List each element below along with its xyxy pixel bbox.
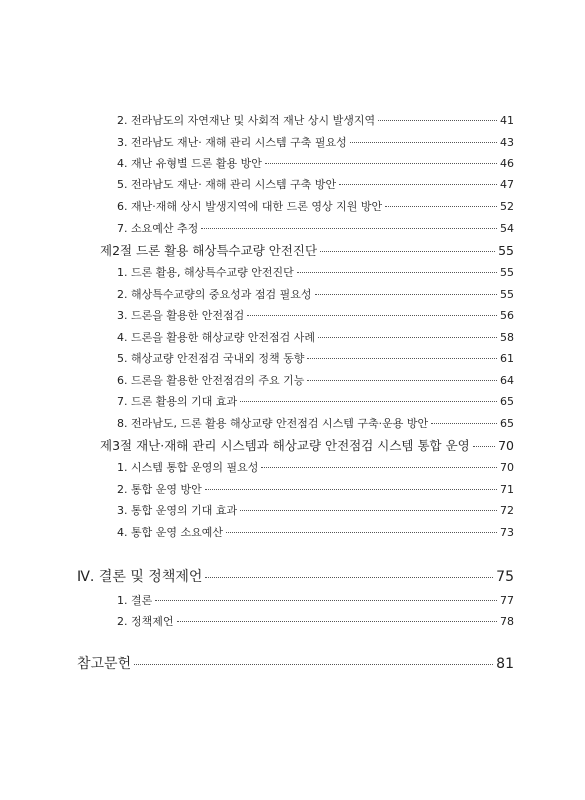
toc-section-entry[interactable] [100, 436, 514, 454]
dot-leader [339, 183, 497, 185]
dot-leader [265, 162, 497, 164]
toc-entry-page: 65 [500, 395, 514, 408]
toc-entry[interactable] [117, 112, 514, 128]
toc-entry-title: 1. 시스템 통합 운영의 필요성 [117, 461, 259, 474]
toc-entry[interactable] [117, 350, 514, 366]
toc-entry-title: 5. 전라남도 재난· 재해 관리 시스템 구축 방안 [117, 178, 337, 191]
toc-entry[interactable] [117, 372, 514, 388]
toc-chapter-entry[interactable] [77, 653, 514, 673]
toc-entry-title: 참고문헌 [77, 656, 132, 672]
toc-entry-page: 78 [500, 615, 514, 628]
toc-entry-title: 1. 드론 활용, 해상특수교량 안전진단 [117, 266, 294, 279]
toc-entry-title: 2. 해상특수교량의 중요성과 점검 필요성 [117, 288, 312, 301]
toc-entry-page: 47 [500, 178, 514, 191]
toc-entry[interactable] [117, 415, 514, 431]
toc-entry-title: 2. 전라남도의 자연재난 및 사회적 재난 상시 발생지역 [117, 114, 376, 127]
toc-entry-title: 6. 재난·재해 상시 발생지역에 대한 드론 영상 지원 방안 [117, 200, 383, 213]
dot-leader [205, 576, 493, 578]
dot-leader [350, 141, 497, 143]
dot-leader [297, 271, 497, 273]
dot-leader [378, 119, 497, 121]
toc-entry-page: 71 [500, 483, 514, 496]
dot-leader [307, 357, 497, 359]
toc-entry[interactable] [117, 198, 514, 214]
toc-entry-title: 7. 소요예산 추정 [117, 222, 199, 235]
toc-entry-page: 54 [500, 222, 514, 235]
toc-entry-page: 46 [500, 157, 514, 170]
toc-entry[interactable] [117, 459, 514, 475]
toc-entry-page: 56 [500, 309, 514, 322]
toc-entry[interactable] [117, 592, 514, 608]
toc-entry-page: 65 [500, 417, 514, 430]
toc-entry-page: 55 [500, 288, 514, 301]
toc-entry[interactable] [117, 134, 514, 150]
toc-entry-page: 70 [498, 438, 514, 453]
toc-entry[interactable] [117, 481, 514, 497]
dot-leader [240, 509, 497, 511]
toc-entry-page: 73 [500, 526, 514, 539]
dot-leader [201, 227, 497, 229]
toc-entry[interactable] [117, 502, 514, 518]
toc-entry[interactable] [117, 329, 514, 345]
dot-leader [205, 488, 497, 490]
toc-entry[interactable] [117, 176, 514, 192]
toc-entry-title: 4. 재난 유형별 드론 활용 방안 [117, 157, 262, 170]
toc-entry[interactable] [117, 155, 514, 171]
toc-entry-page: 70 [500, 461, 514, 474]
dot-leader [177, 620, 498, 622]
toc-entry-page: 75 [496, 569, 514, 585]
toc-entry-title: Ⅳ. 결론 및 정책제언 [77, 569, 203, 585]
dot-leader [247, 314, 497, 316]
dot-leader [320, 250, 495, 252]
dot-leader [240, 400, 497, 402]
toc-entry-title: 2. 통합 운영 방안 [117, 483, 202, 496]
dot-leader [134, 663, 493, 665]
dot-leader [473, 445, 495, 447]
toc-entry-page: 72 [500, 504, 514, 517]
toc-entry-page: 43 [500, 136, 514, 149]
dot-leader [431, 422, 497, 424]
dot-leader [385, 205, 497, 207]
toc-entry-title: 제3절 재난·재해 관리 시스템과 해상교량 안전점검 시스템 통합 운영 [100, 438, 470, 453]
dot-leader [261, 466, 497, 468]
toc-entry-page: 61 [500, 352, 514, 365]
toc-entry[interactable] [117, 307, 514, 323]
toc-chapter-entry[interactable] [77, 566, 514, 586]
dot-leader [155, 599, 497, 601]
toc-entry-page: 81 [496, 656, 514, 672]
toc-entry-title: 7. 드론 활용의 기대 효과 [117, 395, 238, 408]
dot-leader [307, 379, 497, 381]
toc-entry-page: 55 [500, 266, 514, 279]
toc-entry[interactable] [117, 393, 514, 409]
toc-entry[interactable] [117, 220, 514, 236]
toc-entry-title: 8. 전라남도, 드론 활용 해상교량 안전점검 시스템 구축·운용 방안 [117, 417, 429, 430]
toc-entry-title: 3. 통합 운영의 기대 효과 [117, 504, 238, 517]
toc-entry-title: 4. 통합 운영 소요예산 [117, 526, 223, 539]
toc-entry-title: 1. 결론 [117, 594, 153, 607]
toc-entry-title: 2. 정책제언 [117, 615, 174, 628]
dot-leader [318, 336, 497, 338]
toc-entry[interactable] [117, 613, 514, 629]
toc-entry[interactable] [117, 524, 514, 540]
toc-entry[interactable] [117, 264, 514, 280]
toc-entry-page: 64 [500, 374, 514, 387]
toc-entry-page: 41 [500, 114, 514, 127]
toc-entry-title: 4. 드론을 활용한 해상교량 안전점검 사례 [117, 331, 315, 344]
toc-entry-page: 55 [498, 243, 514, 258]
toc-entry-page: 58 [500, 331, 514, 344]
toc-entry-title: 3. 드론을 활용한 안전점검 [117, 309, 245, 322]
toc-entry-title: 제2절 드론 활용 해상특수교량 안전진단 [100, 243, 318, 258]
dot-leader [226, 531, 497, 533]
toc-section-entry[interactable] [100, 241, 514, 259]
dot-leader [315, 293, 498, 295]
toc-entry-title: 3. 전라남도 재난· 재해 관리 시스템 구축 필요성 [117, 136, 347, 149]
toc-entry-title: 6. 드론을 활용한 안전점검의 주요 기능 [117, 374, 305, 387]
toc-entry[interactable] [117, 286, 514, 302]
toc-entry-title: 5. 해상교량 안전점검 국내외 정책 동향 [117, 352, 305, 365]
toc-entry-page: 52 [500, 200, 514, 213]
toc-entry-page: 77 [500, 594, 514, 607]
